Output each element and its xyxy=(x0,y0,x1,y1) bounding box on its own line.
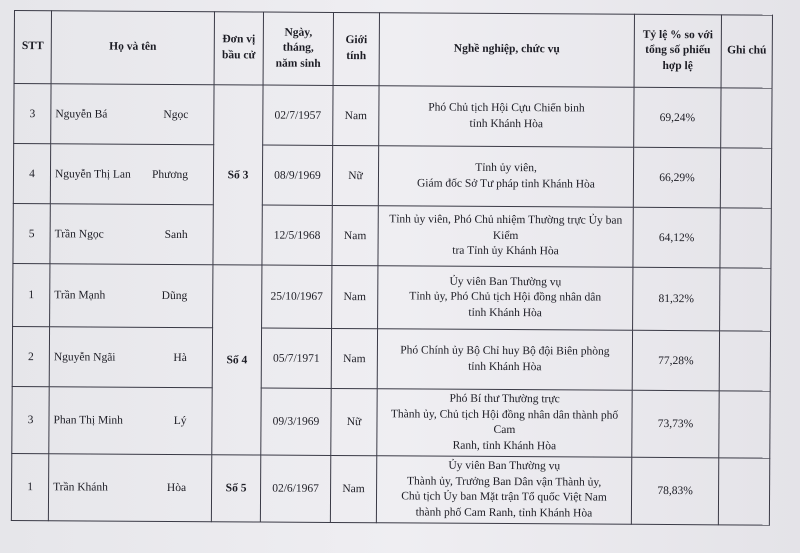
cell-given-name: Sanh xyxy=(164,228,188,241)
cell-note xyxy=(719,391,770,458)
cell-given-name: Phương xyxy=(151,168,189,181)
cell-given-name: Ngọc xyxy=(163,108,189,121)
cell-note xyxy=(720,148,771,208)
job-line: Ủy viên Ban Thường vụ xyxy=(448,459,561,473)
cell-given-name: Dũng xyxy=(161,289,188,303)
cell-note xyxy=(720,208,771,268)
cell-name xyxy=(49,387,212,455)
cell-dob: 08/9/1969 xyxy=(262,145,332,205)
cell-dob: 09/3/1969 xyxy=(261,388,331,455)
job-line: Tỉnh ủy viên, xyxy=(475,161,537,175)
header-row xyxy=(14,11,772,89)
header-stt: STT xyxy=(14,11,51,84)
header-unit-line: bầu cử xyxy=(221,49,256,62)
cell-name xyxy=(50,204,213,265)
cell-gender: Nam xyxy=(330,456,376,523)
cell-dob: 25/10/1967 xyxy=(262,265,332,328)
cell-given-name: Lý xyxy=(173,415,187,428)
cell-gender: Nam xyxy=(332,265,378,328)
cell-stt: 3 xyxy=(14,84,51,144)
cell-unit xyxy=(211,455,260,522)
cell-percentage: 78,83% xyxy=(631,457,718,525)
cell-stt: 5 xyxy=(13,203,50,263)
header-unit xyxy=(214,12,263,85)
cell-gender: Nam xyxy=(333,85,379,145)
job-line: Phó Bí thư Thường trực xyxy=(449,392,560,406)
cell-job xyxy=(377,329,632,391)
cell-stt: 1 xyxy=(13,263,50,326)
job-line: tỉnh Khánh Hòa xyxy=(468,306,542,319)
header-job: Nghề nghiệp, chức vụ xyxy=(379,13,634,88)
unit-label: Số 5 xyxy=(225,482,247,495)
job-line: tỉnh Khánh Hòa xyxy=(469,117,544,130)
job-line: Ranh, tỉnh Khánh Hòa xyxy=(452,439,557,452)
table-row xyxy=(13,203,771,268)
election-results-table xyxy=(11,10,773,526)
table-row xyxy=(13,263,771,331)
cell-dob: 05/7/1971 xyxy=(261,328,331,388)
header-gender-line: Giới xyxy=(345,34,368,47)
cell-surname: Nguyễn Ngãi xyxy=(53,350,116,364)
cell-note xyxy=(718,458,769,525)
cell-surname: Nguyễn Bá xyxy=(55,107,108,121)
cell-name xyxy=(48,454,211,522)
cell-stt: 1 xyxy=(11,454,48,521)
cell-name xyxy=(51,84,214,145)
cell-percentage: 73,73% xyxy=(632,390,719,458)
job-line: Thành ủy, Chủ tịch Hội đồng nhân dân thành phố Cam xyxy=(390,407,619,437)
header-pct xyxy=(634,14,721,88)
table-row xyxy=(12,386,770,458)
job-line: thành phố Cam Ranh, tỉnh Khánh Hòa xyxy=(415,506,593,520)
cell-gender: Nữ xyxy=(331,388,377,455)
cell-percentage: 77,28% xyxy=(632,330,719,391)
cell-dob: 02/7/1957 xyxy=(263,85,333,145)
header-gender xyxy=(333,12,379,85)
cell-percentage: 81,32% xyxy=(633,267,720,331)
job-line: Tỉnh ủy, Phó Chủ tịch Hội đồng nhân dân xyxy=(409,290,602,304)
job-line: Tỉnh ủy viên, Phó Chủ nhiệm Thường trực Ủy ban Kiểm xyxy=(389,213,623,242)
job-line: Phó Chủ tịch Hội Cựu Chiến binh xyxy=(428,101,585,115)
header-unit-line: Đơn vị xyxy=(222,33,256,46)
cell-job xyxy=(378,266,633,331)
table-row xyxy=(13,144,771,209)
cell-percentage: 64,12% xyxy=(633,207,720,268)
cell-name xyxy=(49,327,212,388)
header-note: Ghi chú xyxy=(721,15,772,88)
cell-dob: 12/5/1968 xyxy=(262,205,332,265)
cell-gender: Nữ xyxy=(332,145,378,205)
job-line: Giám đốc Sở Tư pháp tỉnh Khánh Hòa xyxy=(416,176,595,191)
cell-surname: Phan Thị Minh xyxy=(53,414,123,427)
cell-gender: Nam xyxy=(332,205,378,265)
header-pct-line: Tỷ lệ % so với xyxy=(642,28,714,41)
header-pct-line: tổng số phiếu xyxy=(645,44,711,57)
header-dob-line: tháng, xyxy=(282,41,314,55)
header-dob xyxy=(263,12,333,85)
header-dob-line: Ngày, xyxy=(284,26,313,39)
job-line: Chủ tịch Ủy ban Mặt trận Tổ quốc Việt Nam xyxy=(401,490,607,504)
unit-label: Số 4 xyxy=(226,353,248,366)
cell-job xyxy=(376,456,631,525)
cell-unit xyxy=(213,85,263,265)
table-row xyxy=(11,454,769,526)
job-line: tra Tỉnh ủy Khánh Hòa xyxy=(452,244,559,258)
cell-dob: 02/6/1967 xyxy=(260,455,330,522)
cell-note xyxy=(721,88,772,148)
header-pct-line: hợp lệ xyxy=(662,59,693,72)
cell-stt: 3 xyxy=(12,386,49,453)
cell-job xyxy=(378,206,633,268)
cell-job xyxy=(379,86,634,148)
cell-job xyxy=(377,389,632,458)
job-line: Phó Chính ủy Bộ Chỉ huy Bộ đội Biên phòng xyxy=(400,344,610,358)
cell-percentage: 66,29% xyxy=(633,147,720,208)
cell-surname: Trần Mạnh xyxy=(54,289,106,302)
cell-job xyxy=(378,146,633,208)
header-gender-line: tính xyxy=(346,50,367,63)
table-row xyxy=(14,84,772,149)
table-row xyxy=(12,326,770,391)
unit-label: Số 3 xyxy=(227,168,249,181)
cell-note xyxy=(719,331,770,391)
cell-given-name: Hà xyxy=(173,351,187,364)
cell-note xyxy=(720,268,771,331)
job-line: tỉnh Khánh Hòa xyxy=(468,360,542,373)
header-name: Họ và tên xyxy=(51,11,214,85)
cell-stt: 2 xyxy=(12,326,49,386)
cell-gender: Nam xyxy=(331,328,377,388)
header-dob-line: năm sinh xyxy=(275,57,321,70)
cell-given-name: Hòa xyxy=(166,482,187,495)
cell-surname: Nguyễn Thị Lan xyxy=(54,167,131,181)
cell-unit xyxy=(212,265,262,455)
cell-surname: Trần Khánh xyxy=(53,481,108,494)
job-line: Thành ủy, Trưởng Ban Dân vận Thành ủy, xyxy=(406,474,602,489)
cell-percentage: 69,24% xyxy=(634,87,721,148)
cell-name xyxy=(50,264,213,328)
cell-surname: Trần Ngọc xyxy=(54,227,104,241)
job-line: Ủy viên Ban Thường vụ xyxy=(449,275,562,289)
cell-stt: 4 xyxy=(13,144,50,204)
cell-name xyxy=(50,144,213,205)
